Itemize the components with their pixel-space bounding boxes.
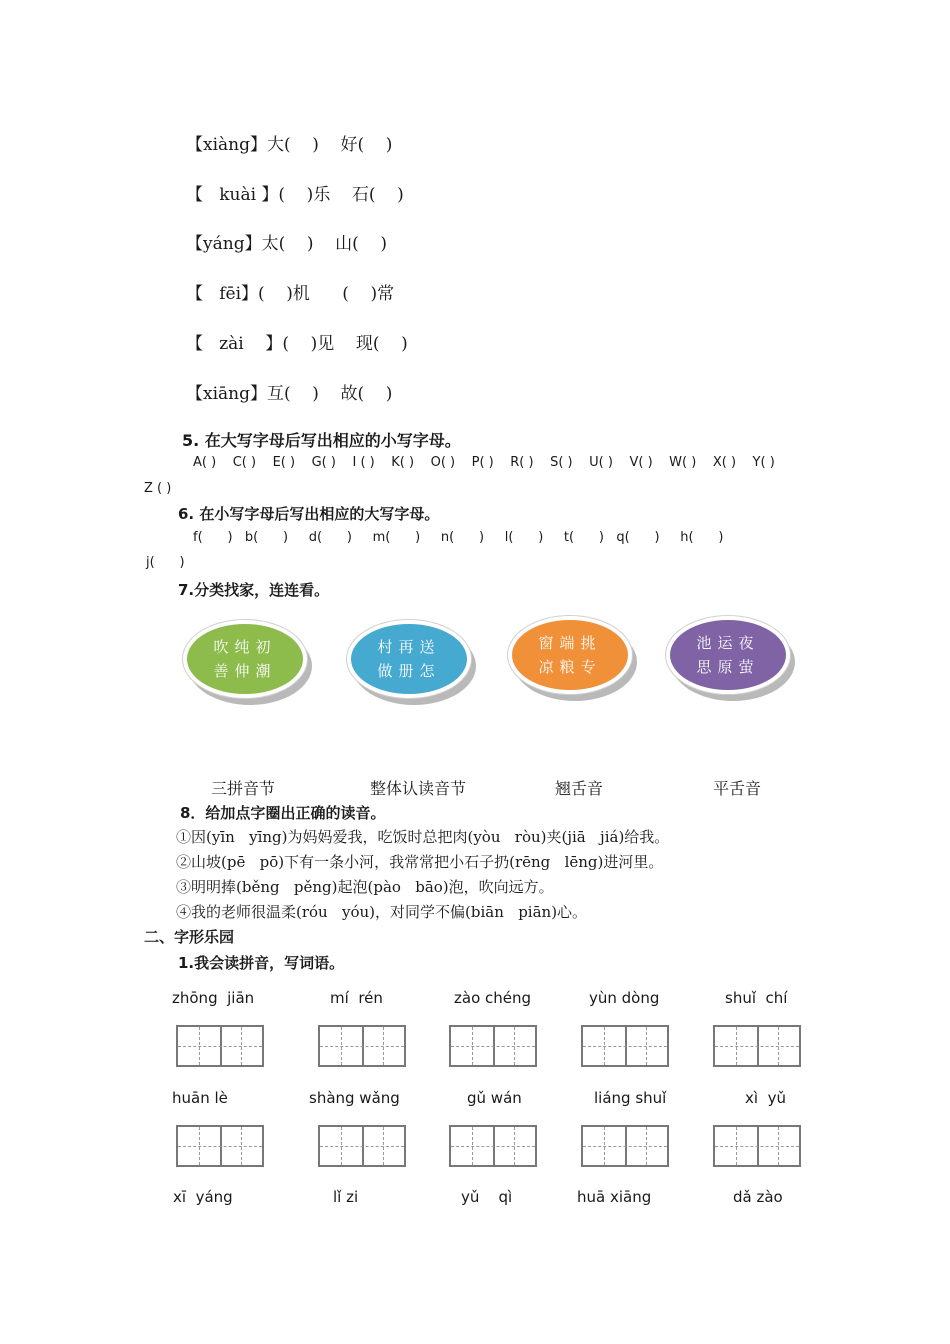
pinyin-word: huā xiāng [577, 1188, 652, 1206]
pinyin-word: zào chéng [454, 989, 532, 1007]
section2-q1-title: 1.我会读拼音，写词语。 [178, 954, 345, 972]
tian-grid-box[interactable] [581, 1025, 669, 1067]
pinyin-fill-row: 【xiāng】互( ) 故( ) [186, 384, 393, 404]
pinyin-word: dǎ zào [733, 1188, 783, 1206]
section2-title: 二、字形乐园 [144, 928, 235, 946]
tian-grid-box[interactable] [176, 1125, 264, 1167]
word-group-line: 做册怎 [377, 662, 441, 680]
pinyin-fill-row: 【 fēi】( )机 ( )常 [186, 284, 395, 304]
word-group-line: 思原萤 [696, 658, 760, 676]
q6-title: 6. 在小写字母后写出相应的大写字母。 [178, 505, 440, 523]
pinyin-word: xī yáng [173, 1188, 233, 1206]
tian-grid-box[interactable] [449, 1025, 537, 1067]
word-group-fill [512, 620, 628, 690]
q6-letters-line1: f( ) b( ) d( ) m( ) n( ) l( ) t( ) q( ) h( ) [193, 530, 724, 545]
pinyin-word: zhōng jiān [172, 989, 255, 1007]
q5-letters-line1: A( ) C( ) E( ) G( ) I ( ) K( ) O( ) P( ) R( ) S( ) U( ) V( ) W( ) X( ) Y( ) [193, 455, 775, 470]
q8-item: ④我的老师很温柔(róu yóu)，对同学不偏(biān piān)心。 [176, 903, 588, 921]
q6-letters-line2: j( ) [146, 555, 185, 570]
pinyin-word: mí rén [330, 989, 383, 1007]
word-group-ellipse[interactable] [183, 620, 313, 704]
tian-grid-box[interactable] [449, 1125, 537, 1167]
pinyin-word: gǔ wán [467, 1089, 522, 1107]
pinyin-word: shàng wǎng [309, 1089, 400, 1107]
category-label[interactable]: 翘舌音 [555, 779, 604, 798]
word-group-line: 凉粮专 [538, 658, 602, 676]
tian-grid-box[interactable] [713, 1025, 801, 1067]
q8-title: 8．给加点字圈出正确的读音。 [180, 804, 386, 822]
q7-title: 7.分类找家，连连看。 [178, 581, 330, 599]
pinyin-word: yǔ qì [461, 1188, 513, 1206]
word-group-line: 池运夜 [696, 634, 760, 652]
pinyin-word: liáng shuǐ [594, 1089, 667, 1107]
q8-item: ③明明捧(běng pěng)起泡(pào bāo)泡，吹向远方。 [176, 878, 554, 896]
word-group-ellipse[interactable] [666, 616, 796, 700]
pinyin-word: lǐ zi [333, 1188, 359, 1206]
word-group-line: 窗端挑 [538, 634, 602, 652]
category-label[interactable]: 整体认读音节 [370, 779, 467, 798]
word-group-line: 善伸潮 [213, 662, 277, 680]
word-group-fill [187, 624, 303, 694]
pinyin-word: shuǐ chí [725, 989, 788, 1007]
word-group-fill [351, 624, 467, 694]
word-group-ellipse[interactable] [508, 616, 638, 700]
q8-item: ②山坡(pē pō)下有一条小河，我常常把小石子扔(rēng lēng)进河里。 [176, 853, 664, 871]
pinyin-fill-row: 【 zài 】( )见 现( ) [186, 334, 408, 354]
category-label[interactable]: 三拼音节 [211, 779, 276, 798]
q5-letters-line2: Z ( ) [144, 481, 172, 496]
pinyin-fill-row: 【xiàng】大( ) 好( ) [186, 135, 393, 155]
pinyin-fill-row: 【yáng】太( ) 山( ) [186, 234, 387, 254]
word-group-ellipse[interactable] [347, 620, 477, 704]
pinyin-fill-row: 【 kuài 】( )乐 石( ) [186, 185, 404, 205]
tian-grid-box[interactable] [581, 1125, 669, 1167]
tian-grid-box[interactable] [713, 1125, 801, 1167]
word-group-fill [670, 620, 786, 690]
category-label[interactable]: 平舌音 [713, 779, 762, 798]
tian-grid-box[interactable] [318, 1025, 406, 1067]
pinyin-word: xì yǔ [745, 1089, 786, 1107]
tian-grid-box[interactable] [318, 1125, 406, 1167]
tian-grid-box[interactable] [176, 1025, 264, 1067]
q8-item: ①因(yīn yīng)为妈妈爱我，吃饭时总把肉(yòu ròu)夹(jiā jiá)给我。 [176, 828, 670, 846]
q5-title: 5. 在大写字母后写出相应的小写字母。 [182, 431, 461, 450]
word-group-line: 村再送 [377, 638, 441, 656]
pinyin-word: huān lè [172, 1089, 228, 1107]
word-group-line: 吹纯初 [213, 638, 277, 656]
pinyin-word: yùn dòng [589, 989, 660, 1007]
